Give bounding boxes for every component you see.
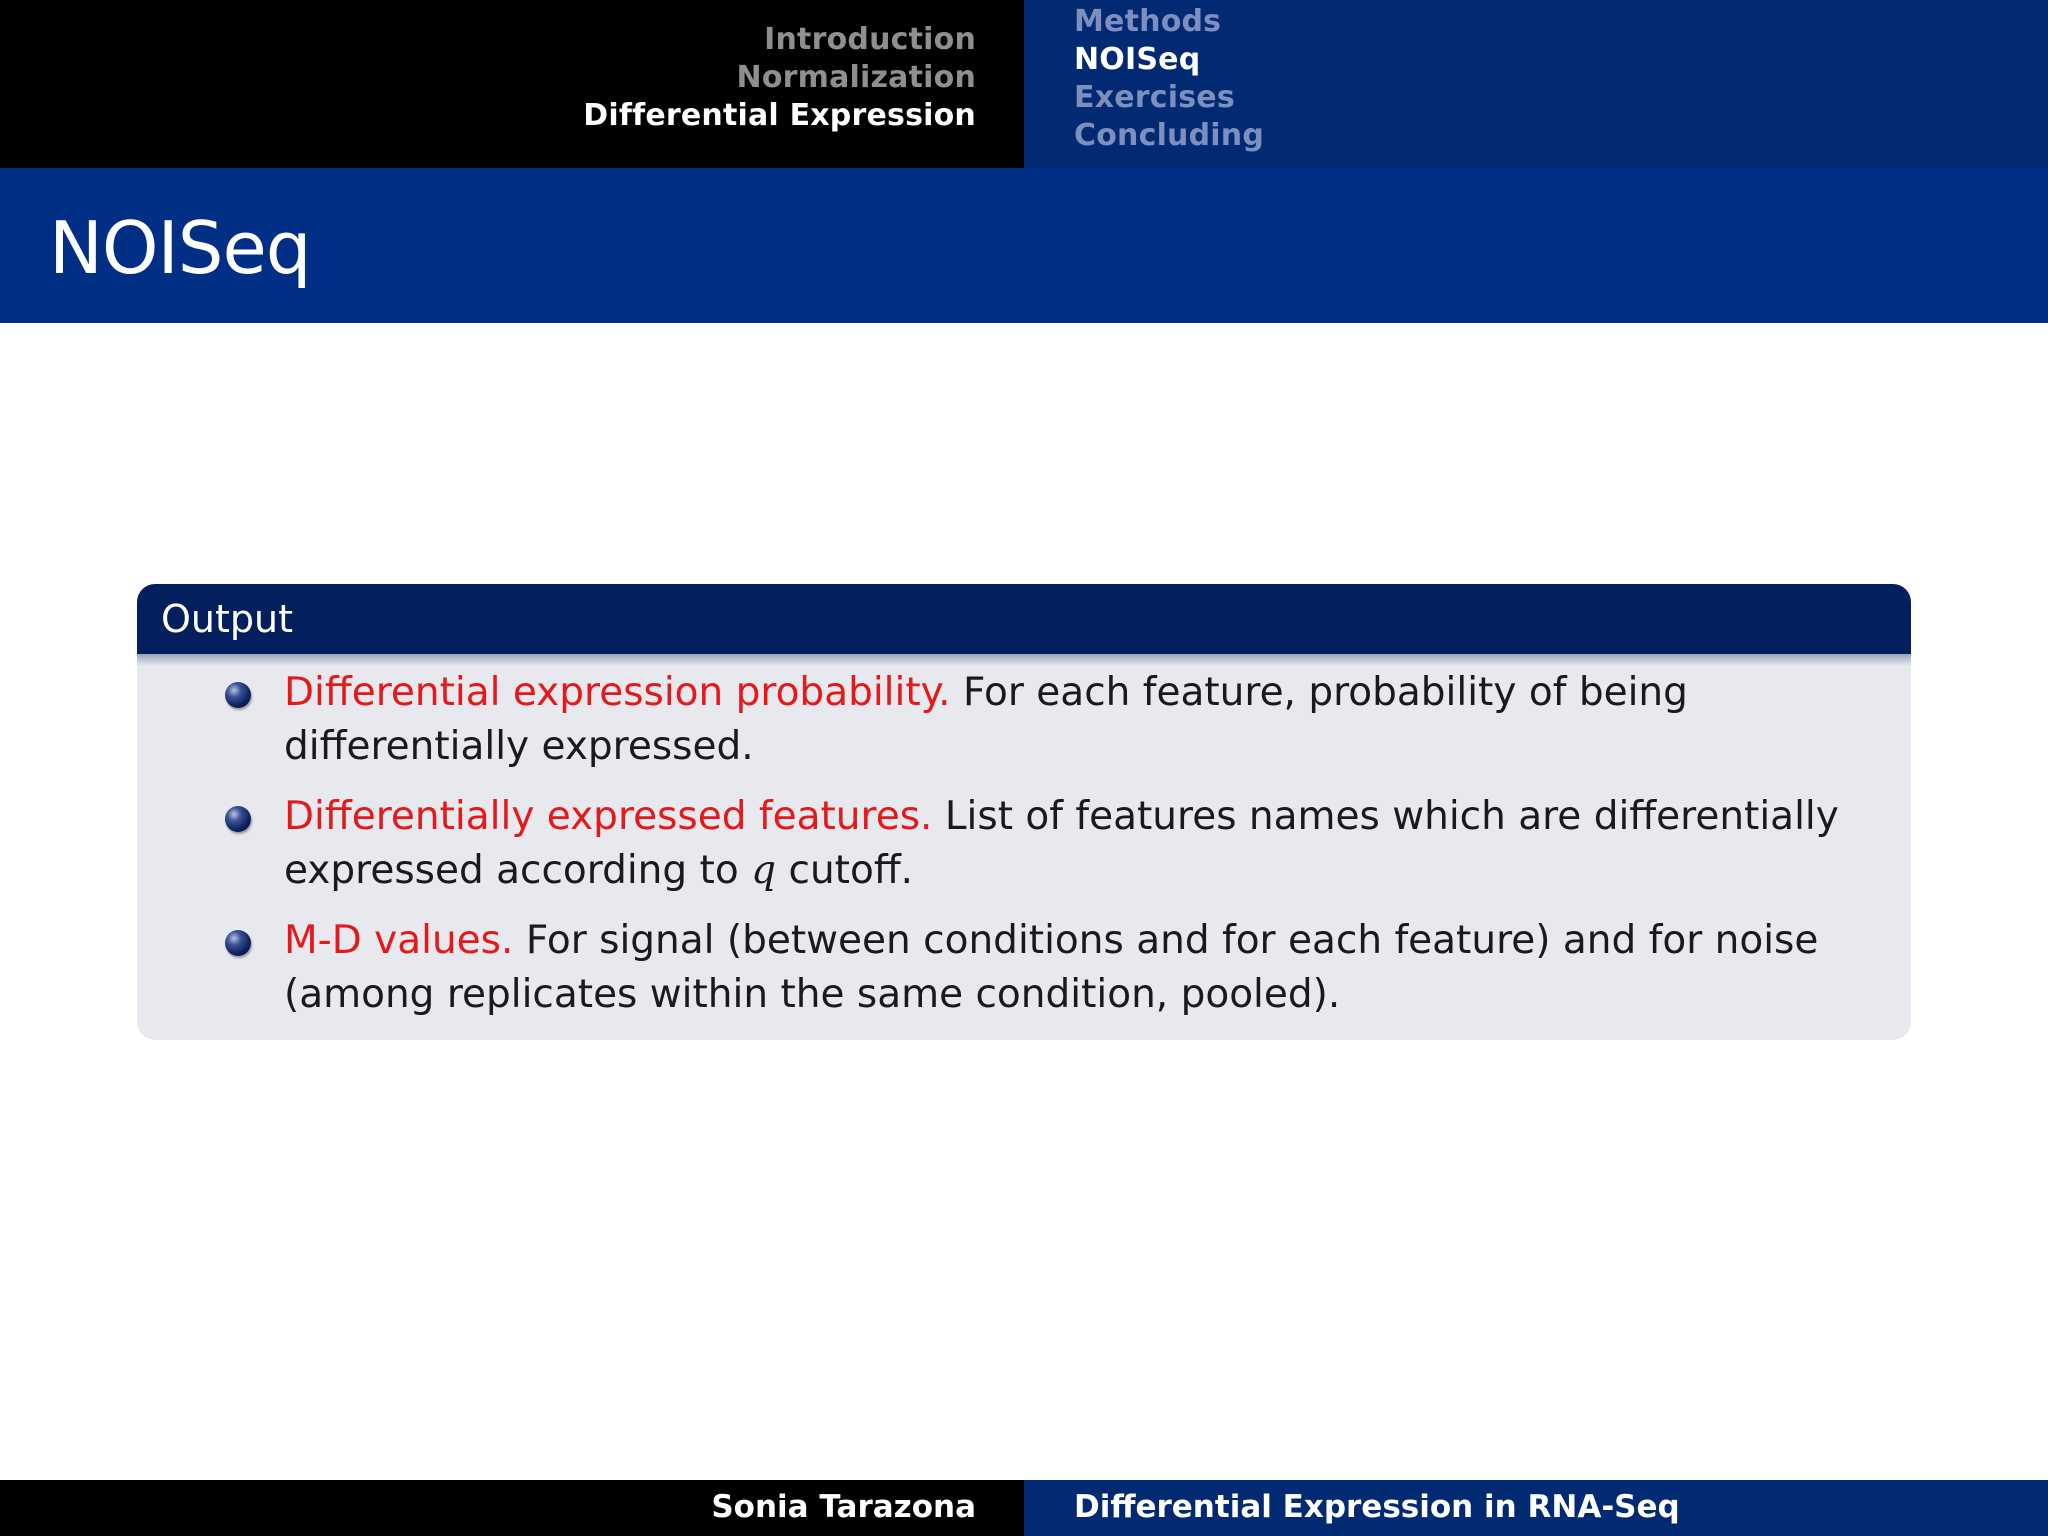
list-item (137, 666, 1911, 774)
item-highlight: Differential expression probability. (284, 670, 951, 715)
nav-section-introduction[interactable]: Introduction (764, 22, 976, 57)
block-title: Output (161, 597, 293, 641)
item-text: List of features names which are differentially expressed according to (284, 794, 1839, 893)
ball-bullet-icon (225, 806, 251, 832)
ball-bullet-icon (225, 682, 251, 708)
nav-subsection-methods[interactable]: Methods (1074, 4, 1222, 39)
item-highlight: Differentially expressed features. (284, 794, 933, 839)
nav-section-normalization[interactable]: Normalization (736, 60, 976, 95)
block-body (137, 666, 1911, 1038)
subsection-navigation (1024, 0, 2048, 168)
item-math-variable: q (751, 848, 777, 893)
item-text-after: cutoff. (788, 848, 914, 893)
footer-author-bar (0, 1480, 1024, 1536)
footer-title-bar (1024, 1480, 2048, 1536)
block-header-shadow (137, 654, 1911, 666)
nav-section-differential-expression[interactable]: Differential Expression (583, 98, 976, 133)
block-header (137, 584, 1911, 654)
section-list (583, 21, 976, 135)
footer-title: Differential Expression in RNA-Seq (1074, 1489, 1680, 1525)
item-text: For signal (between conditions and for each feature) and for noise (among replicates within the same condition, pooled). (284, 918, 1819, 1017)
footer-author: Sonia Tarazona (711, 1489, 976, 1525)
list-item (137, 914, 1911, 1022)
list-item (137, 790, 1911, 898)
frame-title: NOISeq (49, 206, 311, 290)
item-highlight: M-D values. (284, 918, 514, 963)
nav-subsection-noiseq[interactable]: NOISeq (1074, 42, 1201, 77)
item-text: For each feature, probability of being differentially expressed. (284, 670, 1688, 769)
nav-subsection-exercises[interactable]: Exercises (1074, 80, 1235, 115)
subsection-list (1074, 3, 1264, 155)
frame-title-bar (0, 168, 2048, 323)
output-block (137, 584, 1911, 1040)
nav-subsection-concluding[interactable]: Concluding (1074, 118, 1264, 153)
ball-bullet-icon (225, 930, 251, 956)
section-navigation (0, 0, 1024, 168)
